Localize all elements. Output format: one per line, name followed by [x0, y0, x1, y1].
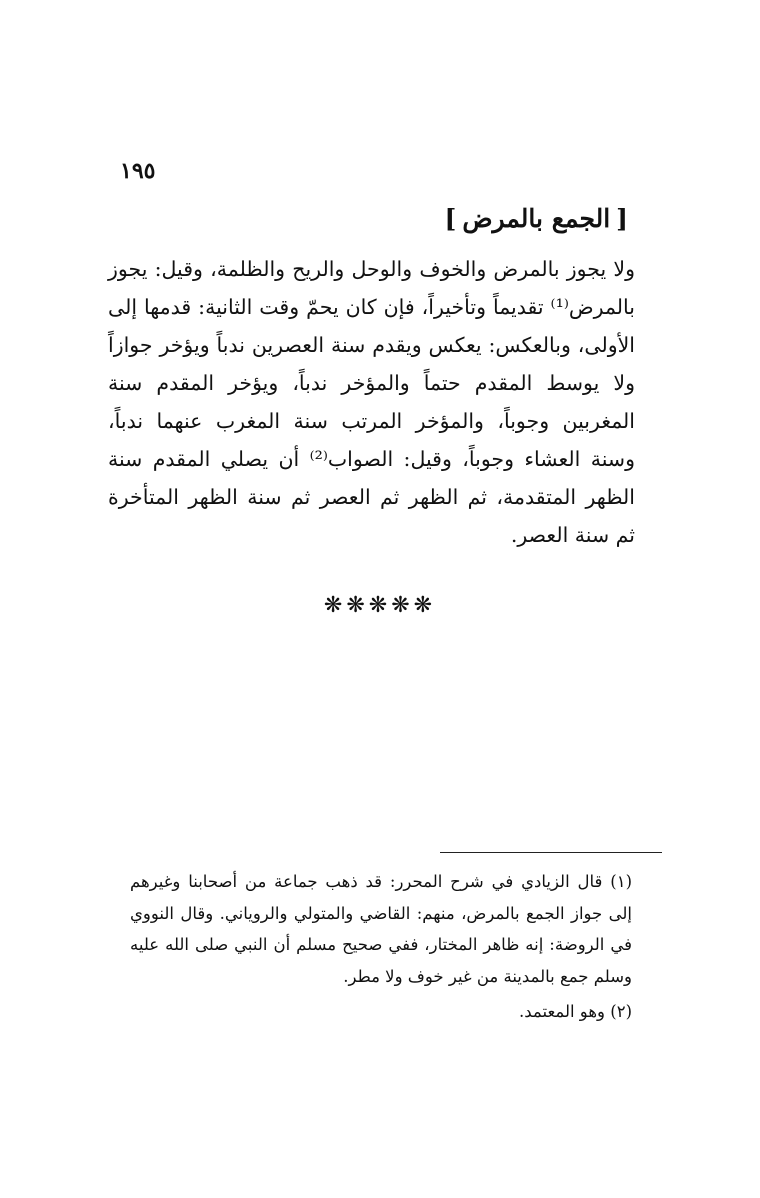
- footnote-2: (٢) وهو المعتمد.: [519, 1002, 632, 1021]
- body-text: [108, 250, 635, 554]
- body-paragraph: ولا يجوز بالمرض والخوف والوحل والريح والظلمة، وقيل: يجوز بالمرض⁽¹⁾ تقديماً وتأخيراً، فإن كان يحمّ وقت الثانية: قدمها إلى الأولى، وبالعكس: يعكس ويقدم سنة العصرين ندباً ويؤخر جوازاً ولا يوسط المقدم حتماً والمؤخر ندباً، ويؤخر المقدم سنة المغربين وجوباً، والمؤخر المرتب سنة المغرب عنهما ندباً، وسنة العشاء وجوباً، وقيل: الصواب⁽²⁾ أن يصلي المقدم سنة الظهر المتقدمة، ثم الظهر ثم العصر ثم سنة الظهر المتأخرة ثم سنة العصر.: [108, 257, 635, 547]
- footnote-1: (١) قال الزيادي في شرح المحرر: قد ذهب جماعة من أصحابنا وغيرهم إلى جواز الجمع بالمرض، منهم: القاضي والمتولي والروياني. وقال النووي في الروضة: إنه ظاهر المختار، ففي صحيح مسلم أن النبي صلى الله عليه وسلم جمع بالمدينة من غير خوف ولا مطر.: [130, 872, 632, 986]
- section-separator: ❋❋❋❋❋: [323, 593, 437, 618]
- heading-open-bracket: [: [616, 204, 628, 233]
- heading-text: الجمع بالمرض: [462, 204, 611, 233]
- footnote-rule: [440, 852, 662, 853]
- page-number: ١٩٥: [120, 158, 156, 184]
- footnotes: [130, 866, 632, 1028]
- section-heading: [444, 204, 628, 233]
- heading-close-bracket: ]: [444, 204, 457, 233]
